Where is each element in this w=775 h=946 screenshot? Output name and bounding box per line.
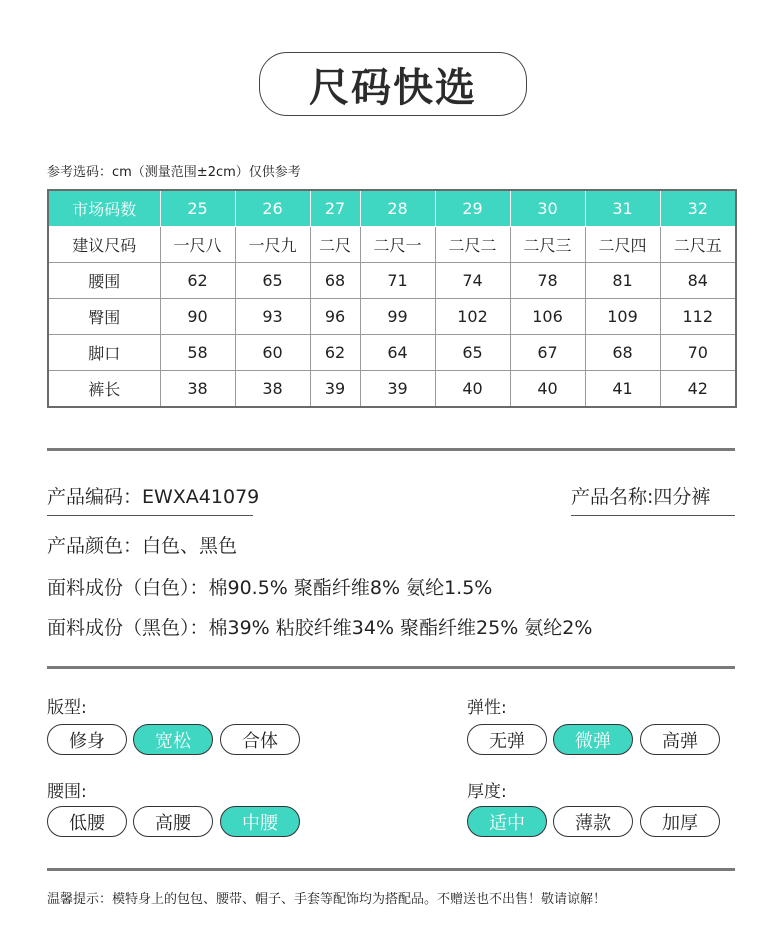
row-label-cell: 臀围 — [48, 299, 160, 335]
header-cell: 30 — [510, 190, 585, 227]
elasticity-option-1[interactable]: 无弹 — [467, 724, 547, 755]
thickness-option-2[interactable]: 薄款 — [553, 806, 633, 837]
divider-middle — [47, 666, 735, 669]
page-title: 尺码快选 — [309, 64, 477, 111]
table-cell: 68 — [585, 335, 660, 371]
table-cell: 一尺九 — [235, 227, 310, 263]
table-cell: 74 — [435, 263, 510, 299]
thickness-option-3[interactable]: 加厚 — [640, 806, 720, 837]
row-label-cell: 腰围 — [48, 263, 160, 299]
table-cell: 39 — [310, 371, 360, 408]
table-cell: 65 — [435, 335, 510, 371]
elasticity-label: 弹性: — [467, 698, 507, 718]
row-label-cell: 脚口 — [48, 335, 160, 371]
table-cell: 38 — [235, 371, 310, 408]
table-cell: 84 — [660, 263, 736, 299]
table-cell: 40 — [510, 371, 585, 408]
title-badge — [259, 52, 527, 116]
divider-top — [47, 448, 735, 451]
table-cell: 62 — [310, 335, 360, 371]
table-cell: 二尺一 — [360, 227, 435, 263]
fit-label: 版型: — [47, 698, 87, 718]
fit-option-2[interactable]: 宽松 — [133, 724, 213, 755]
header-cell: 25 — [160, 190, 235, 227]
table-cell: 二尺二 — [435, 227, 510, 263]
header-cell: 29 — [435, 190, 510, 227]
table-cell: 39 — [360, 371, 435, 408]
table-cell: 41 — [585, 371, 660, 408]
table-cell: 二尺三 — [510, 227, 585, 263]
size-table-header — [48, 190, 736, 227]
table-cell: 68 — [310, 263, 360, 299]
divider-bottom — [47, 868, 735, 871]
table-cell: 65 — [235, 263, 310, 299]
table-cell: 106 — [510, 299, 585, 335]
product-name: 产品名称:四分裤 — [571, 482, 735, 516]
table-cell: 62 — [160, 263, 235, 299]
table-cell: 81 — [585, 263, 660, 299]
table-cell: 40 — [435, 371, 510, 408]
header-cell: 32 — [660, 190, 736, 227]
fit-option-3[interactable]: 合体 — [220, 724, 300, 755]
table-cell: 99 — [360, 299, 435, 335]
table-cell: 70 — [660, 335, 736, 371]
table-cell: 93 — [235, 299, 310, 335]
thickness-label: 厚度: — [467, 782, 507, 802]
table-cell: 38 — [160, 371, 235, 408]
table-cell: 78 — [510, 263, 585, 299]
header-cell: 27 — [310, 190, 360, 227]
elasticity-option-3[interactable]: 高弹 — [640, 724, 720, 755]
table-cell: 二尺四 — [585, 227, 660, 263]
table-row — [48, 227, 736, 263]
table-cell: 一尺八 — [160, 227, 235, 263]
size-table — [47, 189, 737, 408]
table-cell: 64 — [360, 335, 435, 371]
table-cell: 112 — [660, 299, 736, 335]
table-row — [48, 299, 736, 335]
header-cell: 26 — [235, 190, 310, 227]
waist-option-2[interactable]: 高腰 — [133, 806, 213, 837]
row-label-cell: 裤长 — [48, 371, 160, 408]
fit-option-1[interactable]: 修身 — [47, 724, 127, 755]
waist-option-3[interactable]: 中腰 — [220, 806, 300, 837]
measurement-note: 参考选码：cm（测量范围±2cm）仅供参考 — [47, 165, 301, 180]
table-cell: 67 — [510, 335, 585, 371]
table-cell: 96 — [310, 299, 360, 335]
table-cell: 60 — [235, 335, 310, 371]
header-cell: 31 — [585, 190, 660, 227]
waist-option-1[interactable]: 低腰 — [47, 806, 127, 837]
table-cell: 90 — [160, 299, 235, 335]
product-color: 产品颜色：白色、黑色 — [47, 535, 238, 557]
table-row — [48, 335, 736, 371]
table-cell: 二尺五 — [660, 227, 736, 263]
fabric-white: 面料成份（白色）：棉90.5% 聚酯纤维8% 氨纶1.5% — [47, 577, 493, 599]
row-label-cell: 建议尺码 — [48, 227, 160, 263]
table-cell: 58 — [160, 335, 235, 371]
table-cell: 二尺 — [310, 227, 360, 263]
table-cell: 109 — [585, 299, 660, 335]
product-code: 产品编码：EWXA41079 — [47, 482, 253, 516]
table-cell: 42 — [660, 371, 736, 408]
header-cell: 市场码数 — [48, 190, 160, 227]
thickness-option-1[interactable]: 适中 — [467, 806, 547, 837]
waist-label: 腰围: — [47, 782, 87, 802]
table-row — [48, 371, 736, 408]
header-cell: 28 — [360, 190, 435, 227]
fabric-black: 面料成份（黑色）：棉39% 粘胶纤维34% 聚酯纤维25% 氨纶2% — [47, 617, 593, 639]
table-cell: 71 — [360, 263, 435, 299]
table-row — [48, 263, 736, 299]
footer-note: 温馨提示：模特身上的包包、腰带、帽子、手套等配饰均为搭配品。不赠送也不出售！敬请谅解！ — [47, 892, 607, 907]
elasticity-option-2[interactable]: 微弹 — [553, 724, 633, 755]
table-cell: 102 — [435, 299, 510, 335]
